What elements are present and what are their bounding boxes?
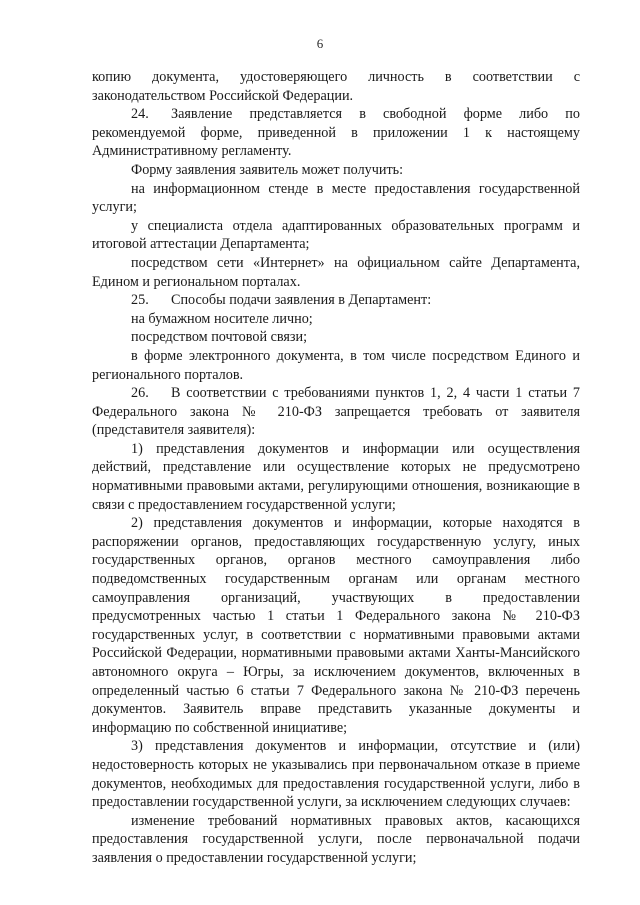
item-number: 25. xyxy=(131,292,149,309)
paragraph: посредством почтовой связи; xyxy=(131,329,308,346)
paragraph-26 xyxy=(92,384,580,440)
page-number: 6 xyxy=(316,36,324,51)
paragraph: 2) представления документов и информации, которые находятся в распоряжении органов, предоставляющих государственную услугу, иных государственных органов, органов местного самоуправления либо подведомственных государственным органам или органам местного самоуправления организаций, участвующих в предоставлении предусмотренных частью 1 статьи 1 Федерального закона № 210-ФЗ государственных услуг, в соответствии с нормативными правовыми актами Российской Федерации, нормативными правовыми актами Ханты-Мансийского автономного округа – Югры, за исключением документов, включенных в определенный частью 6 статьи 7 Федерального закона № 210-ФЗ перечень документов. Заявитель вправе представить указанные документы и информацию по собственной инициативе; xyxy=(92,515,580,736)
paragraph-24 xyxy=(92,105,580,161)
paragraph: у специалиста отдела адаптированных образовательных программ и итоговой аттестации Департамента; xyxy=(92,217,580,253)
paragraph: в форме электронного документа, в том числе посредством Единого и регионального порталов. xyxy=(92,347,580,383)
paragraph: 1) представления документов и информации или осуществления действий, представление или осуществление которых не предусмотрено нормативными правовыми актами, регулирующими отношения, возникающие в связи с предоставлением государственной услуги; xyxy=(92,440,580,513)
item-number: 24. xyxy=(131,106,149,123)
paragraph-text: В соответствии с требованиями пунктов 1, 2, 4 части 1 статьи 7 Федерального закона № 210-ФЗ запрещается требовать от заявителя (представителя заявителя): xyxy=(92,385,580,439)
item-number: 26. xyxy=(131,385,149,402)
paragraph-25 xyxy=(92,291,580,310)
paragraph-continuation: копию документа, удостоверяющего личность в соответствии с законодательством Российской Федерации. xyxy=(92,69,580,104)
paragraph-text: Заявление представляется в свободной форме либо по рекомендуемой форме, приведенной в приложении 1 к настоящему Административному регламенту. xyxy=(92,106,580,160)
paragraph: на бумажном носителе лично; xyxy=(131,310,313,327)
paragraph: изменение требований нормативных правовых актов, касающихся предоставления государственной услуги, после первоначальной подачи заявления о предоставлении государственной услуги; xyxy=(92,812,580,866)
paragraph: Форму заявления заявитель может получить: xyxy=(131,161,404,178)
paragraph: посредством сети «Интернет» на официальном сайте Департамента, Едином и региональном порталах. xyxy=(92,254,580,290)
paragraph: на информационном стенде в месте предоставления государственной услуги; xyxy=(92,180,580,216)
body-text xyxy=(92,68,580,868)
paragraph: 3) представления документов и информации, отсутствие и (или) недостоверность которых не указывались при первоначальном отказе в приеме документов, необходимых для предоставления государственной услуги, либо в предоставлении государственной услуги, за исключением следующих случаев: xyxy=(92,738,580,811)
paragraph-text: Способы подачи заявления в Департамент: xyxy=(171,292,432,309)
